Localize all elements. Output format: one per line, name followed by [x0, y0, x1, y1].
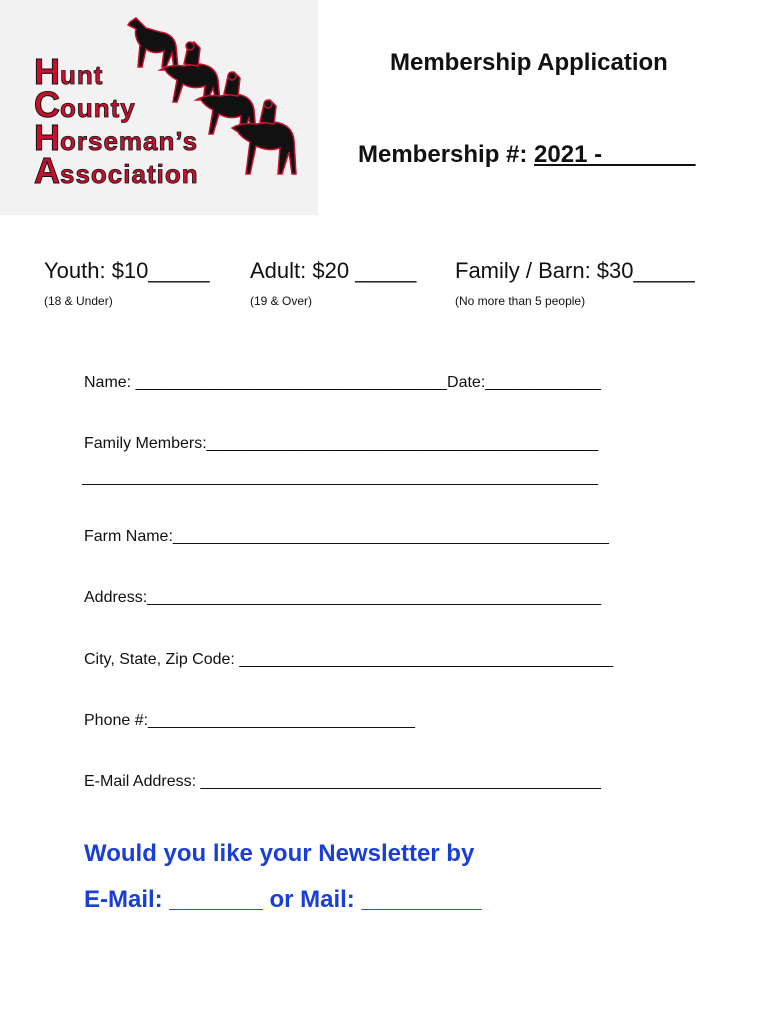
email-address-field[interactable]: E-Mail Address: _____________________________________________	[84, 773, 601, 790]
newsletter-question: Would you like your Newsletter by	[84, 840, 475, 867]
address-field[interactable]: Address:___________________________________________________	[84, 589, 601, 606]
membership-number-label: Membership #:	[358, 141, 535, 168]
adult-fee-option[interactable]: Adult: $20 _____	[250, 258, 417, 283]
logo-line-1: Hunt	[34, 51, 104, 92]
farm-name-field[interactable]: Farm Name:_________________________________________________	[84, 528, 609, 545]
youth-fee-option[interactable]: Youth: $10_____	[44, 258, 210, 283]
logo-line-3: Horseman’s	[34, 117, 199, 158]
phone-field[interactable]: Phone #:______________________________	[84, 712, 416, 729]
family-barn-fee-option[interactable]: Family / Barn: $30_____	[455, 258, 695, 283]
logo-line-2: County	[34, 84, 136, 125]
family-barn-fee-note: (No more than 5 people)	[455, 294, 586, 308]
newsletter-delivery-options[interactable]: E-Mail: _______ or Mail: _________	[84, 886, 482, 913]
name-date-field[interactable]: Name: ___________________________________Date:_____________	[84, 374, 601, 391]
youth-fee-note: (18 & Under)	[44, 294, 113, 308]
logo-line-4: Association	[34, 150, 199, 191]
adult-fee-note: (19 & Over)	[250, 294, 313, 308]
page-title: Membership Application	[390, 49, 668, 76]
membership-number-field[interactable]: 2021 -_______	[534, 141, 696, 168]
membership-number	[358, 141, 696, 169]
family-members-field[interactable]: Family Members:____________________________________________	[84, 435, 599, 452]
city-state-zip-field[interactable]: City, State, Zip Code: __________________________________________	[84, 651, 614, 668]
association-logo	[0, 0, 318, 215]
family-members-continuation-field[interactable]: __________________________________________________________	[82, 469, 599, 486]
